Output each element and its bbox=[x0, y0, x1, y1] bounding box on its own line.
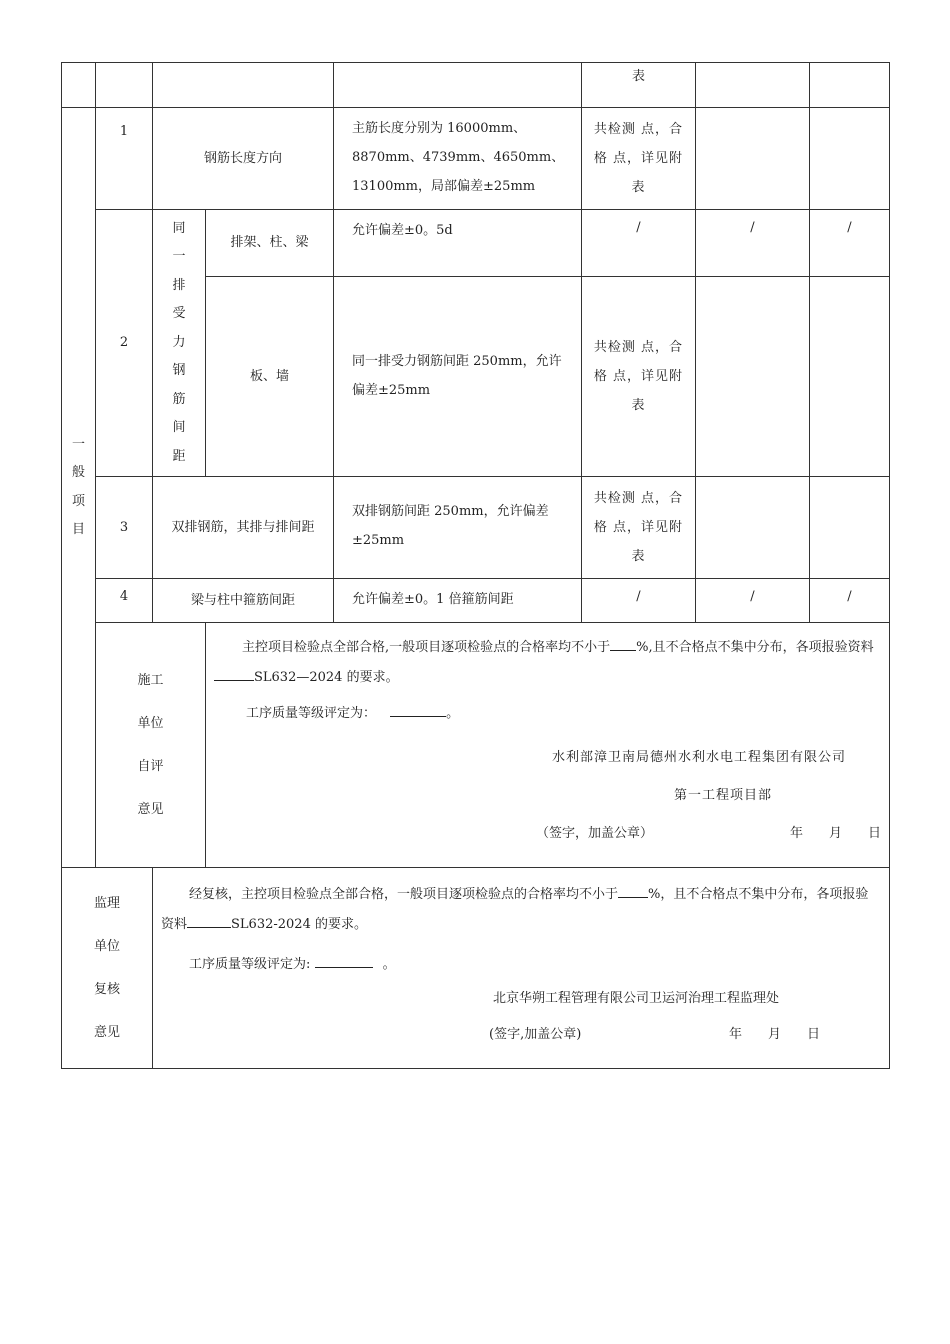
construction-grade-line: 工序质量等级评定为： 。 bbox=[246, 699, 889, 729]
section-label-char: 般 bbox=[71, 465, 85, 480]
item-result: 共检测 点，合格 点，详见附表 bbox=[582, 277, 696, 477]
cell-empty bbox=[696, 63, 810, 108]
item-row-2a bbox=[62, 210, 890, 277]
result-cell: 表 bbox=[582, 63, 696, 108]
section-label-char: 项 bbox=[71, 493, 85, 509]
item-standard: 允许偏差±0。1 倍箍筋间距 bbox=[334, 579, 582, 623]
construction-dept: 第一工程项目部 bbox=[674, 788, 773, 803]
construction-opinion-row bbox=[62, 623, 890, 868]
supervision-org: 北京华朔工程管理有限公司卫运河治理工程监理处 bbox=[493, 991, 780, 1006]
construction-sign-line bbox=[206, 819, 889, 849]
grade-blank[interactable] bbox=[315, 953, 373, 968]
item-number: 4 bbox=[96, 579, 153, 623]
item-col-a: / bbox=[696, 579, 810, 623]
item-name: 钢筋长度方向 bbox=[153, 108, 334, 210]
compliance-blank[interactable] bbox=[187, 913, 231, 928]
cell-empty bbox=[810, 277, 890, 477]
construction-statement: 主控项目检验点全部合格,一般项目逐项检验点的合格率均不小于 %,且不合格点不集中分布，各项报验资料SL632—2024 的要求。 bbox=[214, 633, 881, 693]
section-label-char: 目 bbox=[71, 522, 85, 537]
cell-empty bbox=[62, 63, 96, 108]
cell-empty bbox=[696, 277, 810, 477]
item-col-a: / bbox=[696, 210, 810, 277]
item-row-4 bbox=[62, 579, 890, 623]
supervision-statement: 经复核，主控项目检验点全部合格，一般项目逐项检验点的合格率均不小于 %，且不合格点不集中分布，各项报验资料 SL632-2024 的要求。 bbox=[161, 880, 881, 940]
cell-empty bbox=[334, 63, 582, 108]
cell-empty bbox=[696, 477, 810, 579]
construction-label: 施工 单位 自评 意见 bbox=[96, 623, 206, 868]
sign-note: (签字,加盖公章) bbox=[489, 1027, 582, 1042]
item-col-b: / bbox=[810, 210, 890, 277]
sign-note: （签字，加盖公章） bbox=[536, 826, 654, 841]
item-sub-name: 板、墙 bbox=[206, 277, 334, 477]
cell-empty bbox=[96, 63, 153, 108]
supervision-opinion bbox=[153, 868, 890, 1069]
supervision-opinion-row bbox=[62, 868, 890, 1069]
sign-date: 年 月 日 bbox=[729, 1027, 821, 1042]
item-group-label: 同 一 排 受 力 钢 筋 间 距 bbox=[153, 210, 206, 477]
cell-empty bbox=[153, 63, 334, 108]
inspection-table bbox=[61, 62, 890, 1069]
item-name: 双排钢筋，其排与排间距 bbox=[153, 477, 334, 579]
item-name: 梁与柱中箍筋间距 bbox=[153, 579, 334, 623]
supervision-grade-line: 工序质量等级评定为: 。 bbox=[189, 950, 889, 980]
item-sub-name: 排架、柱、梁 bbox=[206, 210, 334, 277]
cell-empty bbox=[810, 108, 890, 210]
item-standard: 允许偏差±0。5d bbox=[334, 210, 582, 277]
item-result: / bbox=[582, 210, 696, 277]
item-result: 共检测 点，合格 点，详见附表 bbox=[582, 108, 696, 210]
pass-rate-blank[interactable] bbox=[610, 636, 636, 651]
section-label-char: 一 bbox=[71, 436, 85, 452]
item-row-3 bbox=[62, 477, 890, 579]
construction-opinion bbox=[206, 623, 890, 868]
item-number: 3 bbox=[96, 477, 153, 579]
cell-empty bbox=[810, 477, 890, 579]
item-result: / bbox=[582, 579, 696, 623]
item-standard: 双排钢筋间距 250mm，允许偏差±25mm bbox=[334, 477, 582, 579]
item-standard: 同一排受力钢筋间距 250mm，允许偏差±25mm bbox=[334, 277, 582, 477]
grade-blank[interactable] bbox=[390, 702, 446, 717]
item-row-1 bbox=[62, 108, 890, 210]
item-result: 共检测 点，合格 点，详见附表 bbox=[582, 477, 696, 579]
item-number: 1 bbox=[96, 108, 153, 210]
item-col-b: / bbox=[810, 579, 890, 623]
continuation-row bbox=[62, 63, 890, 108]
compliance-blank[interactable] bbox=[214, 666, 254, 681]
cell-empty bbox=[696, 108, 810, 210]
construction-org: 水利部漳卫南局德州水利水电工程集团有限公司 bbox=[552, 750, 847, 765]
section-label-general bbox=[62, 108, 96, 868]
cell-empty bbox=[810, 63, 890, 108]
sign-date: 年 月 日 bbox=[790, 826, 882, 841]
item-number: 2 bbox=[96, 210, 153, 477]
supervision-label: 监理 单位 复核 意见 bbox=[62, 868, 153, 1069]
item-standard: 主筋长度分别为 16000mm、8870mm、4739mm、4650mm、13100mm，局部偏差±25mm bbox=[334, 108, 582, 210]
pass-rate-blank[interactable] bbox=[618, 883, 648, 898]
supervision-sign-line bbox=[153, 1020, 889, 1050]
